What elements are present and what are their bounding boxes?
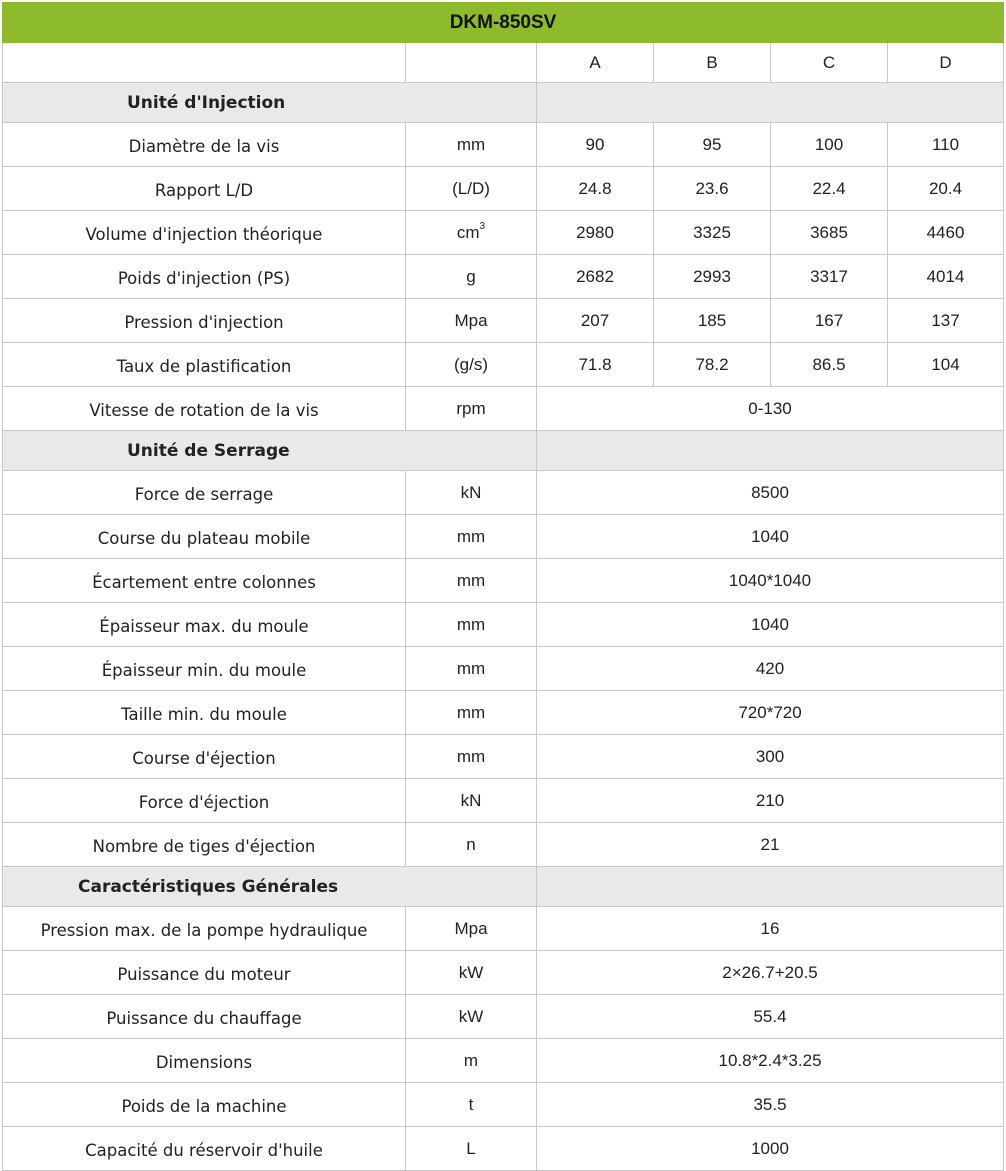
row-unit: kW (406, 995, 537, 1039)
row-value-d: 4460 (888, 211, 1004, 255)
row-label: Poids d'injection (PS) (3, 255, 406, 299)
row-unit: Mpa (406, 907, 537, 951)
row-unit: kN (406, 779, 537, 823)
row-unit: $cm^3$ (406, 211, 537, 255)
table-row (3, 299, 1004, 343)
row-label: Puissance du moteur (3, 951, 406, 995)
row-value-merged: 55.4 (537, 995, 1004, 1039)
row-value-c: 100 (771, 123, 888, 167)
row-label: Taille min. du moule (3, 691, 406, 735)
section-blank-cell (537, 83, 1004, 123)
row-unit: rpm (406, 387, 537, 431)
row-value-a: 2980 (537, 211, 654, 255)
section-title (3, 431, 537, 471)
row-value-merged: 1040 (537, 603, 1004, 647)
row-value-merged: 0-130 (537, 387, 1004, 431)
section-header-row (3, 83, 1004, 123)
row-value-d: 4014 (888, 255, 1004, 299)
table-title: DKM-850SV (3, 3, 1004, 43)
section-blank-cell (537, 431, 1004, 471)
table-row (3, 387, 1004, 431)
row-label: Épaisseur max. du moule (3, 603, 406, 647)
section-blank-cell (537, 867, 1004, 907)
table-row (3, 779, 1004, 823)
row-value-a: 90 (537, 123, 654, 167)
row-label: Rapport L/D (3, 167, 406, 211)
table-row (3, 343, 1004, 387)
row-label: Puissance du chauffage (3, 995, 406, 1039)
row-label: Course d'éjection (3, 735, 406, 779)
row-value-a: 24.8 (537, 167, 654, 211)
section-title-text: Unité de Serrage (127, 440, 290, 461)
row-unit: mm (406, 515, 537, 559)
row-value-a: 2682 (537, 255, 654, 299)
row-value-merged: 21 (537, 823, 1004, 867)
row-value-merged: 210 (537, 779, 1004, 823)
header-blank-cell (3, 43, 406, 83)
row-unit: (g/s) (406, 343, 537, 387)
table-row (3, 123, 1004, 167)
row-unit: (L/D) (406, 167, 537, 211)
row-unit: mm (406, 735, 537, 779)
row-unit: Mpa (406, 299, 537, 343)
table-row (3, 1083, 1004, 1127)
row-value-merged: 720*720 (537, 691, 1004, 735)
row-value-b: 23.6 (654, 167, 771, 211)
row-label: Force de serrage (3, 471, 406, 515)
table-row (3, 995, 1004, 1039)
title-row (3, 3, 1004, 43)
row-value-a: 207 (537, 299, 654, 343)
table-row (3, 603, 1004, 647)
row-unit: g (406, 255, 537, 299)
row-value-merged: 2×26.7+20.5 (537, 951, 1004, 995)
section-header-row (3, 867, 1004, 907)
header-blank-unit-cell (406, 43, 537, 83)
row-value-d: 104 (888, 343, 1004, 387)
superscript-3: 3 (479, 220, 486, 232)
table-row (3, 647, 1004, 691)
row-value-b: 3325 (654, 211, 771, 255)
row-label: Taux de plastification (3, 343, 406, 387)
row-value-b: 2993 (654, 255, 771, 299)
row-unit: n (406, 823, 537, 867)
row-unit: kN (406, 471, 537, 515)
column-header-b: B (654, 43, 771, 83)
row-value-b: 185 (654, 299, 771, 343)
table-row (3, 559, 1004, 603)
row-label: Pression d'injection (3, 299, 406, 343)
row-unit: t (406, 1083, 537, 1127)
row-label: Pression max. de la pompe hydraulique (3, 907, 406, 951)
table-row (3, 691, 1004, 735)
row-label: Diamètre de la vis (3, 123, 406, 167)
column-header-c: C (771, 43, 888, 83)
row-label: Volume d'injection théorique (3, 211, 406, 255)
row-value-c: 167 (771, 299, 888, 343)
row-value-d: 110 (888, 123, 1004, 167)
row-value-merged: 1000 (537, 1127, 1004, 1171)
row-value-c: 3685 (771, 211, 888, 255)
row-value-merged: 300 (537, 735, 1004, 779)
row-value-merged: 35.5 (537, 1083, 1004, 1127)
row-unit: mm (406, 647, 537, 691)
row-unit: kW (406, 951, 537, 995)
row-unit: mm (406, 691, 537, 735)
row-label: Force d'éjection (3, 779, 406, 823)
row-value-merged: 1040*1040 (537, 559, 1004, 603)
section-title-text: Unité d'Injection (127, 92, 286, 113)
row-unit: m (406, 1039, 537, 1083)
table-row (3, 823, 1004, 867)
table-row (3, 471, 1004, 515)
row-value-a: 71.8 (537, 343, 654, 387)
row-value-c: 22.4 (771, 167, 888, 211)
row-unit: mm (406, 559, 537, 603)
row-value-merged: 8500 (537, 471, 1004, 515)
table-row (3, 255, 1004, 299)
row-label: Épaisseur min. du moule (3, 647, 406, 691)
row-unit: mm (406, 603, 537, 647)
row-value-merged: 16 (537, 907, 1004, 951)
table-row (3, 735, 1004, 779)
row-value-d: 137 (888, 299, 1004, 343)
row-value-merged: 10.8*2.4*3.25 (537, 1039, 1004, 1083)
row-value-merged: 1040 (537, 515, 1004, 559)
spec-table (2, 2, 1004, 1171)
row-value-c: 3317 (771, 255, 888, 299)
row-label: Course du plateau mobile (3, 515, 406, 559)
section-header-row (3, 431, 1004, 471)
column-header-a: A (537, 43, 654, 83)
table-row (3, 211, 1004, 255)
row-label: Poids de la machine (3, 1083, 406, 1127)
row-unit: L (406, 1127, 537, 1171)
row-label: Écartement entre colonnes (3, 559, 406, 603)
column-header-row (3, 43, 1004, 83)
row-label: Dimensions (3, 1039, 406, 1083)
table-row (3, 1039, 1004, 1083)
table-row (3, 1127, 1004, 1171)
section-title (3, 83, 537, 123)
table-row (3, 515, 1004, 559)
row-unit: mm (406, 123, 537, 167)
row-value-c: 86.5 (771, 343, 888, 387)
table-row (3, 167, 1004, 211)
row-label: Capacité du réservoir d'huile (3, 1127, 406, 1171)
row-value-merged: 420 (537, 647, 1004, 691)
section-title (3, 867, 537, 907)
row-value-b: 78.2 (654, 343, 771, 387)
column-header-d: D (888, 43, 1004, 83)
row-label: Nombre de tiges d'éjection (3, 823, 406, 867)
row-value-d: 20.4 (888, 167, 1004, 211)
row-value-b: 95 (654, 123, 771, 167)
table-row (3, 951, 1004, 995)
section-title-text: Caractéristiques Générales (78, 876, 339, 897)
table-row (3, 907, 1004, 951)
row-label: Vitesse de rotation de la vis (3, 387, 406, 431)
